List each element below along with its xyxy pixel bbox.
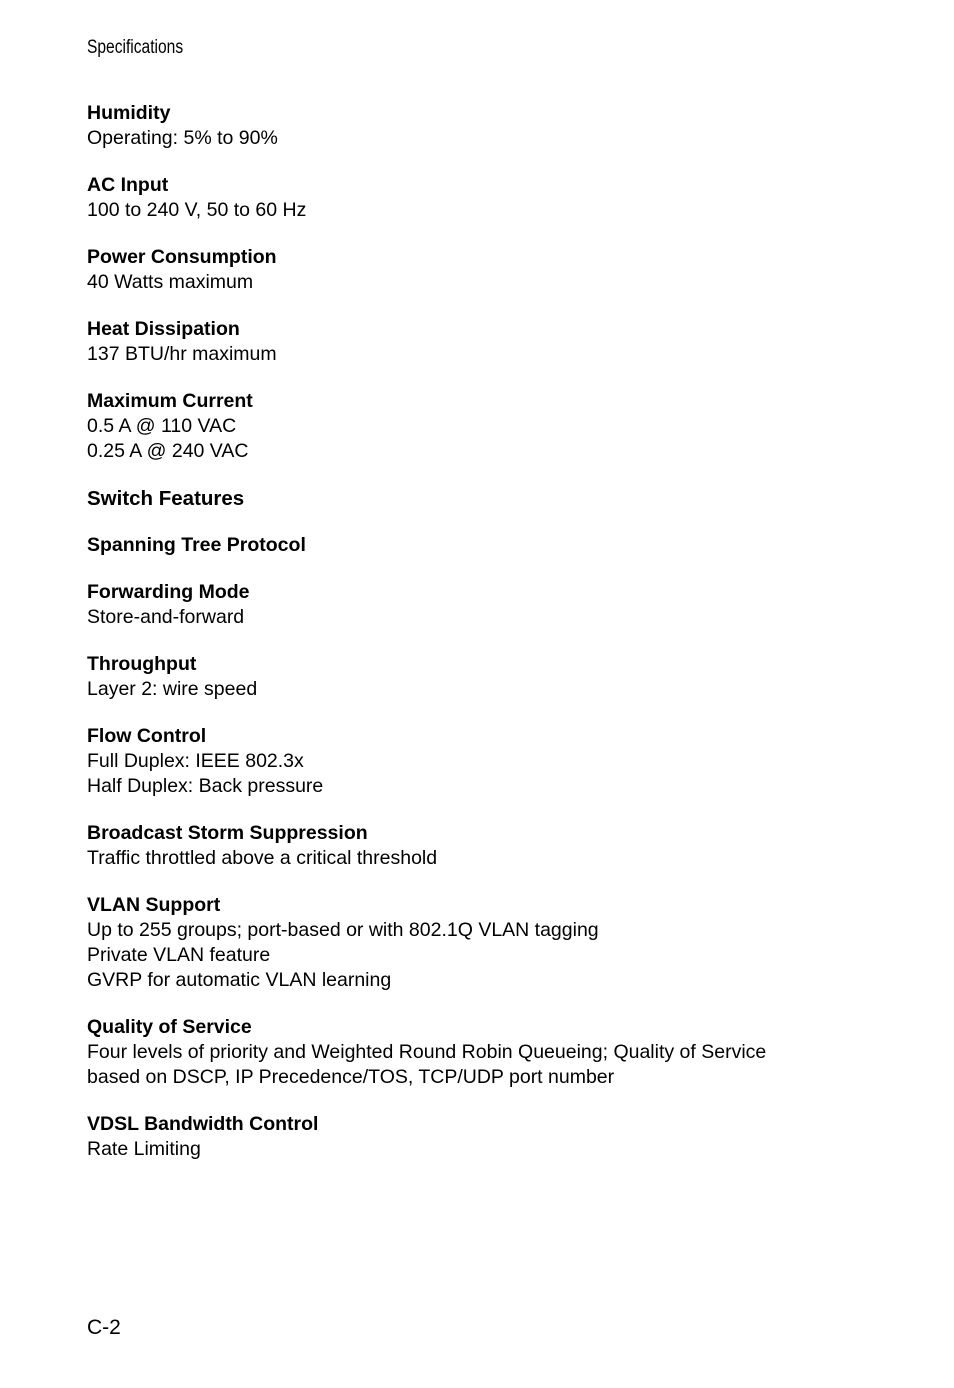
spec-value: Layer 2: wire speed	[87, 678, 258, 700]
spec-value: Up to 255 groups; port-based or with 802.1Q VLAN tagging	[87, 919, 599, 941]
spec-heading: Humidity	[87, 102, 171, 124]
spec-value: Private VLAN feature	[87, 944, 271, 966]
spec-section	[87, 317, 887, 367]
spec-value: 0.5 A @ 110 VAC	[87, 415, 237, 437]
spec-section	[87, 1015, 887, 1090]
spec-heading: Switch Features	[87, 487, 245, 510]
spec-section	[87, 580, 887, 630]
spec-heading: Maximum Current	[87, 390, 253, 412]
spec-section	[87, 486, 887, 511]
spec-heading: VDSL Bandwidth Control	[87, 1113, 319, 1135]
spec-section	[87, 173, 887, 223]
spec-section	[87, 389, 887, 464]
spec-value: Rate Limiting	[87, 1138, 201, 1160]
spec-section	[87, 533, 887, 558]
spec-heading: VLAN Support	[87, 894, 221, 916]
spec-value: Operating: 5% to 90%	[87, 127, 278, 149]
spec-heading: Forwarding Mode	[87, 581, 250, 603]
spec-section	[87, 652, 887, 702]
spec-heading: Flow Control	[87, 725, 207, 747]
spec-value: 40 Watts maximum	[87, 271, 254, 293]
running-header: Specifications	[87, 37, 184, 58]
spec-section	[87, 893, 887, 993]
spec-heading: Broadcast Storm Suppression	[87, 822, 368, 844]
spec-value: Store-and-forward	[87, 606, 245, 628]
spec-section	[87, 724, 887, 799]
spec-section	[87, 821, 887, 871]
spec-value: Full Duplex: IEEE 802.3x	[87, 750, 304, 772]
spec-heading: AC Input	[87, 174, 169, 196]
spec-value: GVRP for automatic VLAN learning	[87, 969, 392, 991]
spec-heading: Spanning Tree Protocol	[87, 534, 306, 556]
spec-value: 100 to 240 V, 50 to 60 Hz	[87, 199, 307, 221]
spec-list	[87, 101, 887, 1184]
spec-heading: Throughput	[87, 653, 197, 675]
page-number: C-2	[87, 1316, 121, 1339]
spec-value: Half Duplex: Back pressure	[87, 775, 324, 797]
spec-value: 137 BTU/hr maximum	[87, 343, 277, 365]
spec-value: 0.25 A @ 240 VAC	[87, 440, 249, 462]
spec-heading: Quality of Service	[87, 1016, 252, 1038]
spec-value: Traffic throttled above a critical threshold	[87, 847, 438, 869]
spec-value: Four levels of priority and Weighted Round Robin Queueing; Quality of Service	[87, 1041, 767, 1063]
spec-heading: Power Consumption	[87, 246, 277, 268]
spec-section	[87, 245, 887, 295]
spec-section	[87, 1112, 887, 1162]
spec-section	[87, 101, 887, 151]
spec-heading: Heat Dissipation	[87, 318, 240, 340]
spec-value: based on DSCP, IP Precedence/TOS, TCP/UDP port number	[87, 1066, 615, 1088]
